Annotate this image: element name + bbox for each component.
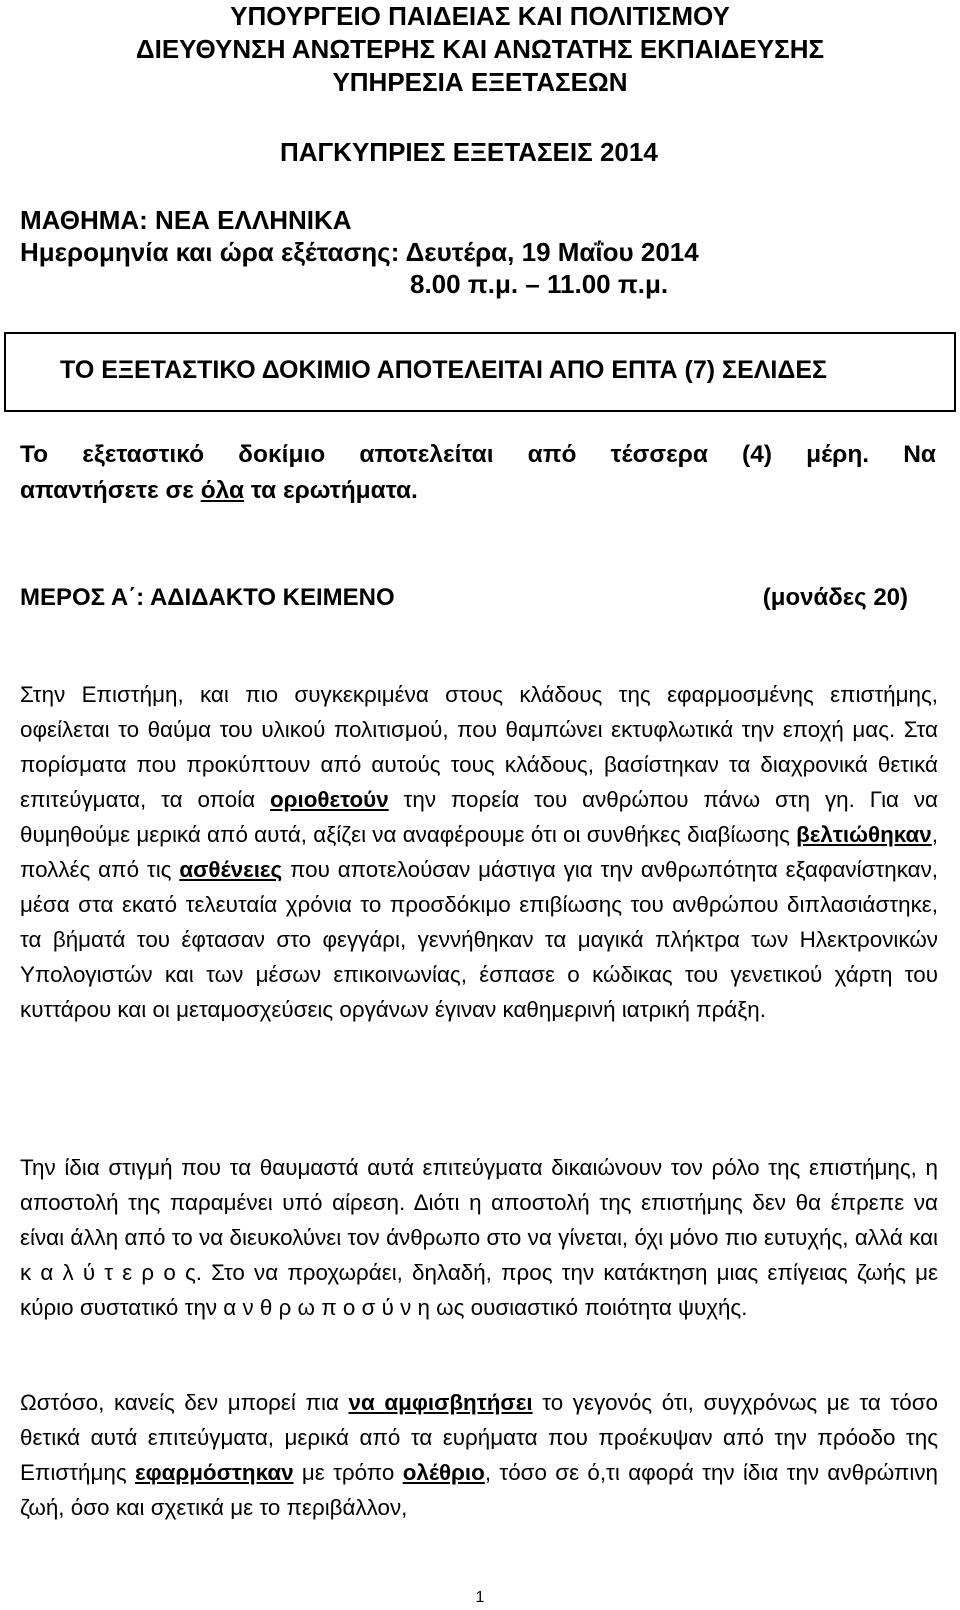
paragraph-1-text: Στην Επιστήμη, και πιο συγκεκριμένα στους κλάδους της εφαρμοσμένης επιστήμης, οφείλεται το θαύμα του υλικού πολιτισμού, που θαμπώνει εκτυφλωτικά την εποχή μας. Στα πορίσματα που προκύπτουν από αυτούς τους κλάδους, βασίστηκαν τα διαχρονικά θετικά επιτεύγματα, τα οποία [20, 682, 938, 812]
paragraph-3-text: Ωστόσο, κανείς δεν μπορεί πια [20, 1390, 349, 1415]
paragraph-3-text: , τόσο σε ό,τι αφορά την ίδια την ανθρώπινη ζωή, όσο και σχετικά με το περιβάλλον, [20, 1460, 939, 1520]
instructions-text: απαντήσετε σε [20, 477, 201, 504]
paragraph-1-text: , πολλές από τις [20, 822, 938, 882]
paragraph-2 [20, 1150, 938, 1325]
underlined-word-olethrio: ολέθριο [402, 1460, 485, 1485]
paragraph-3-text: το γεγονός ότι, συγχρόνως με τα τόσο θετικά αυτά επιτεύγματα, μερικά από τα ευρήματα που προέκυψαν από την πρόοδο της Επιστήμης [20, 1390, 938, 1485]
underlined-word-oriothetoun: οριοθετούν [269, 787, 389, 812]
exam-time-line: 8.00 π.μ. – 11.00 π.μ. [410, 269, 669, 299]
exam-date-line: Ημερομηνία και ώρα εξέτασης: Δευτέρα, 19 Μαΐου 2014 [20, 237, 699, 267]
part-a-points: (μονάδες 20) [762, 584, 908, 611]
part-a-heading [20, 582, 908, 614]
instructions-text-end: τα ερωτήματα. [244, 477, 418, 504]
directorate-heading: ΔΙΕΥΘΥΝΣΗ ΑΝΩΤΕΡΗΣ ΚΑΙ ΑΝΩΤΑΤΗΣ ΕΚΠΑΙΔΕΥΣΗΣ [135, 34, 825, 64]
page-number: 1 [475, 1589, 485, 1606]
paragraph-1-text: την πορεία του ανθρώπου πάνω στη γη. Για να θυμηθούμε μερικά από αυτά, αξίζει να αναφέρουμε ότι οι συνθήκες διαβίωσης [20, 787, 939, 847]
service-heading: ΥΠΗΡΕΣΙΑ ΕΞΕΤΑΣΕΩΝ [332, 67, 628, 97]
underlined-word-veltiothikan: βελτιώθηκαν [796, 822, 932, 847]
subject-line: ΜΑΘΗΜΑ: ΝΕΑ ΕΛΛΗΝΙΚΑ [20, 205, 352, 235]
paragraph-2-text: Την ίδια στιγμή που τα θαυμαστά αυτά επιτεύγματα δικαιώνουν τον ρόλο της επιστήμης, η αποστολή της παραμένει υπό αίρεση. Διότι η αποστολή της επιστήμης δεν θα έπρεπε να είναι άλλη από το να διευκολύνει τον άνθρωπο στο να γίνεται, όχι μόνο πιο ευτυχής, αλλά και κ α λ ύ τ ε ρ ο ς. Στο να προχωράει, δηλαδή, προς την κατάκτηση μιας επίγειας ζωής με κύριο συστατικό την α ν θ ρ ω π ο σ ύ ν η ως ουσιαστικό ποιότητα ψυχής. [20, 1155, 938, 1320]
paragraph-3 [20, 1385, 938, 1525]
instructions-line-1: Το εξεταστικό δοκίμιο αποτελείται από τέσσερα (4) μέρη. Να [20, 441, 936, 468]
underlined-word-efarmostikan: εφαρμόστηκαν [134, 1460, 294, 1485]
exam-series-title: ΠΑΓΚΥΠΡΙΕΣ ΕΞΕΤΑΣΕΙΣ 2014 [280, 137, 658, 167]
ministry-heading: ΥΠΟΥΡΓΕΙΟ ΠΑΙΔΕΙΑΣ ΚΑΙ ΠΟΛΙΤΙΣΜΟΥ [230, 1, 730, 31]
instructions-line-2 [20, 473, 936, 509]
page-count-text: ΤΟ ΕΞΕΤΑΣΤΙΚΟ ΔΟΚΙΜΙΟ ΑΠΟΤΕΛΕΙΤΑΙ ΑΠΟ ΕΠΤΑ (7) ΣΕΛΙΔΕΣ [60, 356, 828, 384]
paragraph-1 [20, 677, 938, 1027]
underlined-word-astheneies: ασθένειες [179, 857, 283, 882]
paragraph-1-text: που αποτελούσαν μάστιγα για την ανθρωπότητα εξαφανίστηκαν, μέσα στα εκατό τελευταία χρόνια το προσδόκιμο επιβίωσης του ανθρώπου διπλασιάστηκε, τα βήματά του έφτασαν στο φεγγάρι, γεννήθηκαν τα μαγικά πλήκτρα των Ηλεκτρονικών Υπολογιστών και των μέσων επικοινωνίας, έσπασε ο κώδικας του γενετικού χάρτη του κυττάρου και οι μεταμοσχεύσεις οργάνων έγιναν καθημερινή ιατρική πράξη. [20, 857, 938, 1022]
instructions-underlined-word: όλα [200, 477, 245, 504]
part-a-title: ΜΕΡΟΣ Α΄: ΑΔΙΔΑΚΤΟ ΚΕΙΜΕΝΟ [20, 584, 395, 611]
underlined-phrase-na-amfisvitisei: να αμφισβητήσει [348, 1390, 533, 1415]
paragraph-3-text: με τρόπο [293, 1460, 403, 1485]
